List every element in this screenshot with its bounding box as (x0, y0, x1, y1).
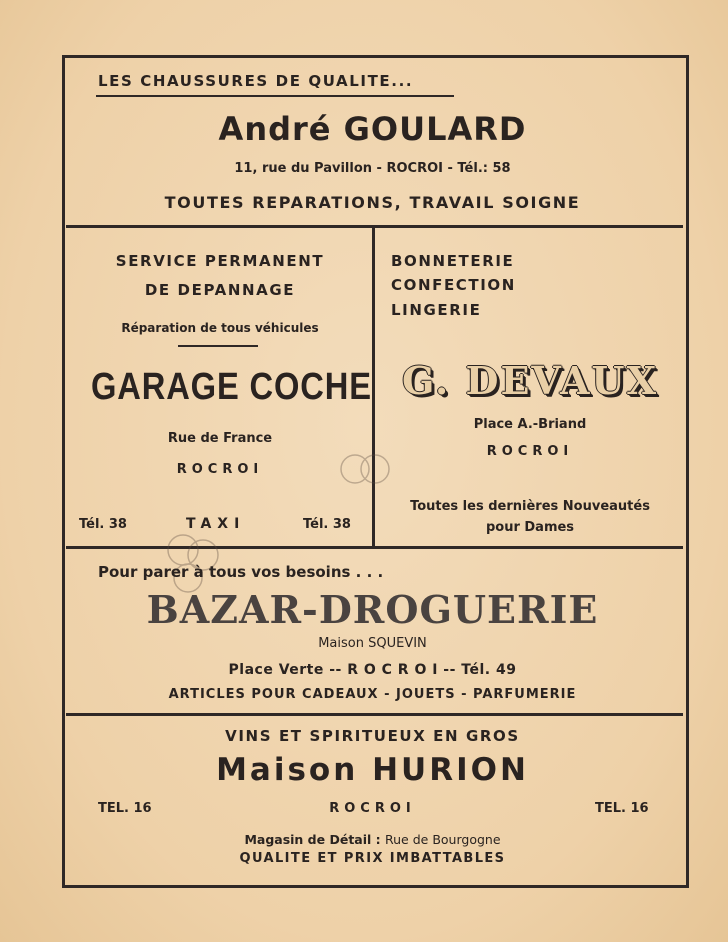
divider-3 (66, 713, 683, 716)
garage-street: Rue de France (167, 431, 273, 446)
devaux-line2: CONFECTION (391, 276, 516, 294)
devaux-name: G. DEVAUX (401, 358, 659, 403)
goulard-tagline: LES CHAUSSURES DE QUALITE... (98, 72, 414, 90)
devaux-line1: BONNETERIE (391, 252, 515, 270)
library-stamp-icon (335, 447, 395, 492)
goulard-name: André GOULARD (218, 110, 527, 148)
goulard-service: TOUTES REPARATIONS, TRAVAIL SOIGNE (164, 193, 581, 212)
hurion-magasin-label: Magasin de Détail : (244, 832, 381, 847)
hurion-magasin (64, 832, 681, 847)
garage-repair: Réparation de tous véhicules (121, 321, 319, 335)
devaux-line3: LINGERIE (391, 301, 482, 319)
bazar-name: BAZAR-DROGUERIE (146, 587, 599, 632)
hurion-tel-right: TEL. 16 (595, 801, 649, 816)
goulard-address: 11, rue du Pavillon - ROCROI - Tél.: 58 (234, 161, 511, 176)
bazar-maison: Maison SQUEVIN (318, 636, 427, 651)
hurion-magasin-value: Rue de Bourgogne (385, 832, 501, 847)
garage-line2: DE DEPANNAGE (144, 281, 296, 299)
bazar-place: Place Verte -- R O C R O I -- Tél. 49 (228, 662, 517, 678)
devaux-town: ROCROI (486, 444, 574, 459)
bazar-articles: ARTICLES POUR CADEAUX - JOUETS - PARFUMERIE (168, 687, 577, 702)
devaux-news-line1: Toutes les dernières Nouveautés (410, 499, 650, 514)
garage-name: GARAGE COCHE (91, 366, 372, 408)
garage-tel-left: Tél. 38 (79, 517, 127, 532)
hurion-vins: VINS ET SPIRITUEUX EN GROS (225, 727, 520, 745)
devaux-news-line2: pour Dames (485, 520, 575, 535)
devaux-place: Place A.-Briand (473, 417, 587, 432)
hurion-quality: QUALITE ET PRIX IMBATTABLES (239, 851, 506, 866)
bazar-intro: Pour parer à tous vos besoins . . . (98, 563, 384, 581)
hurion-tel-left: TEL. 16 (98, 801, 152, 816)
garage-line1: SERVICE PERMANENT (115, 252, 325, 270)
garage-town: ROCROI (176, 462, 264, 477)
hurion-name: Maison HURION (216, 752, 529, 788)
garage-tel-right: Tél. 38 (303, 517, 351, 532)
tagline-underline (96, 95, 454, 97)
hurion-town: ROCROI (329, 801, 416, 816)
garage-taxi: TAXI (186, 516, 246, 532)
garage-underline (178, 345, 258, 347)
divider-vertical (372, 228, 375, 546)
